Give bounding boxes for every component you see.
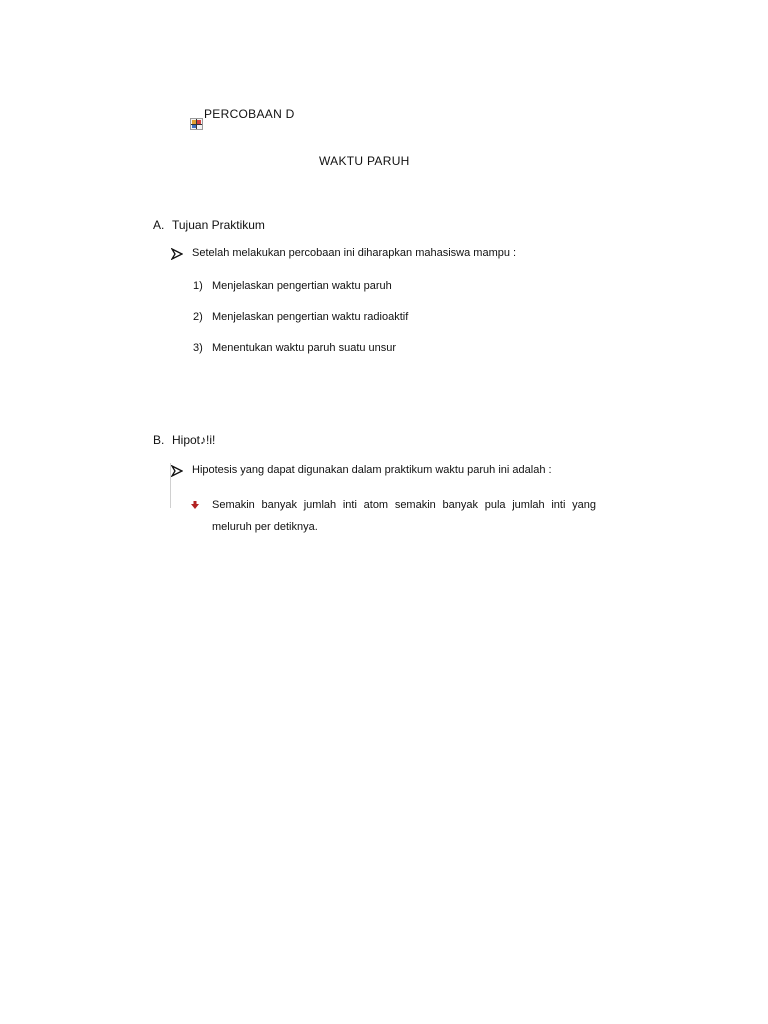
list-item-number: 3) bbox=[193, 342, 203, 354]
list-item-number: 2) bbox=[193, 311, 203, 323]
section-b-letter: B. bbox=[153, 433, 165, 447]
percobaan-label: PERCOBAAN D bbox=[204, 107, 295, 121]
arrowhead-bullet-icon bbox=[171, 248, 183, 260]
hypothesis-paragraph: Semakin banyak jumlah inti atom semakin banyak pula jumlah inti yang meluruh per detiknya. bbox=[212, 499, 596, 533]
section-a-title: Tujuan Praktikum bbox=[172, 218, 265, 232]
list-item-number: 1) bbox=[193, 280, 203, 292]
list-item-text: Menentukan waktu paruh suatu unsur bbox=[212, 342, 397, 354]
list-item bbox=[193, 342, 396, 354]
section-a-heading bbox=[153, 218, 265, 232]
small-arrow-bullet-icon bbox=[190, 500, 200, 510]
image-placeholder-icon bbox=[190, 118, 203, 130]
arrowhead-bullet-icon bbox=[171, 465, 183, 477]
list-item bbox=[193, 311, 408, 323]
page-title: WAKTU PARUH bbox=[319, 154, 410, 168]
section-b-heading bbox=[153, 433, 215, 447]
section-a-intro: Setelah melakukan percobaan ini diharapkan mahasiswa mampu : bbox=[192, 247, 517, 259]
section-b-intro: Hipotesis yang dapat digunakan dalam praktikum waktu paruh ini adalah : bbox=[192, 464, 552, 476]
list-item bbox=[193, 280, 392, 292]
section-a-letter: A. bbox=[153, 218, 165, 232]
section-b-title: Hipot♪!i! bbox=[172, 433, 216, 447]
list-item-text: Menjelaskan pengertian waktu radioaktif bbox=[212, 311, 409, 323]
list-item-text: Menjelaskan pengertian waktu paruh bbox=[212, 280, 392, 292]
